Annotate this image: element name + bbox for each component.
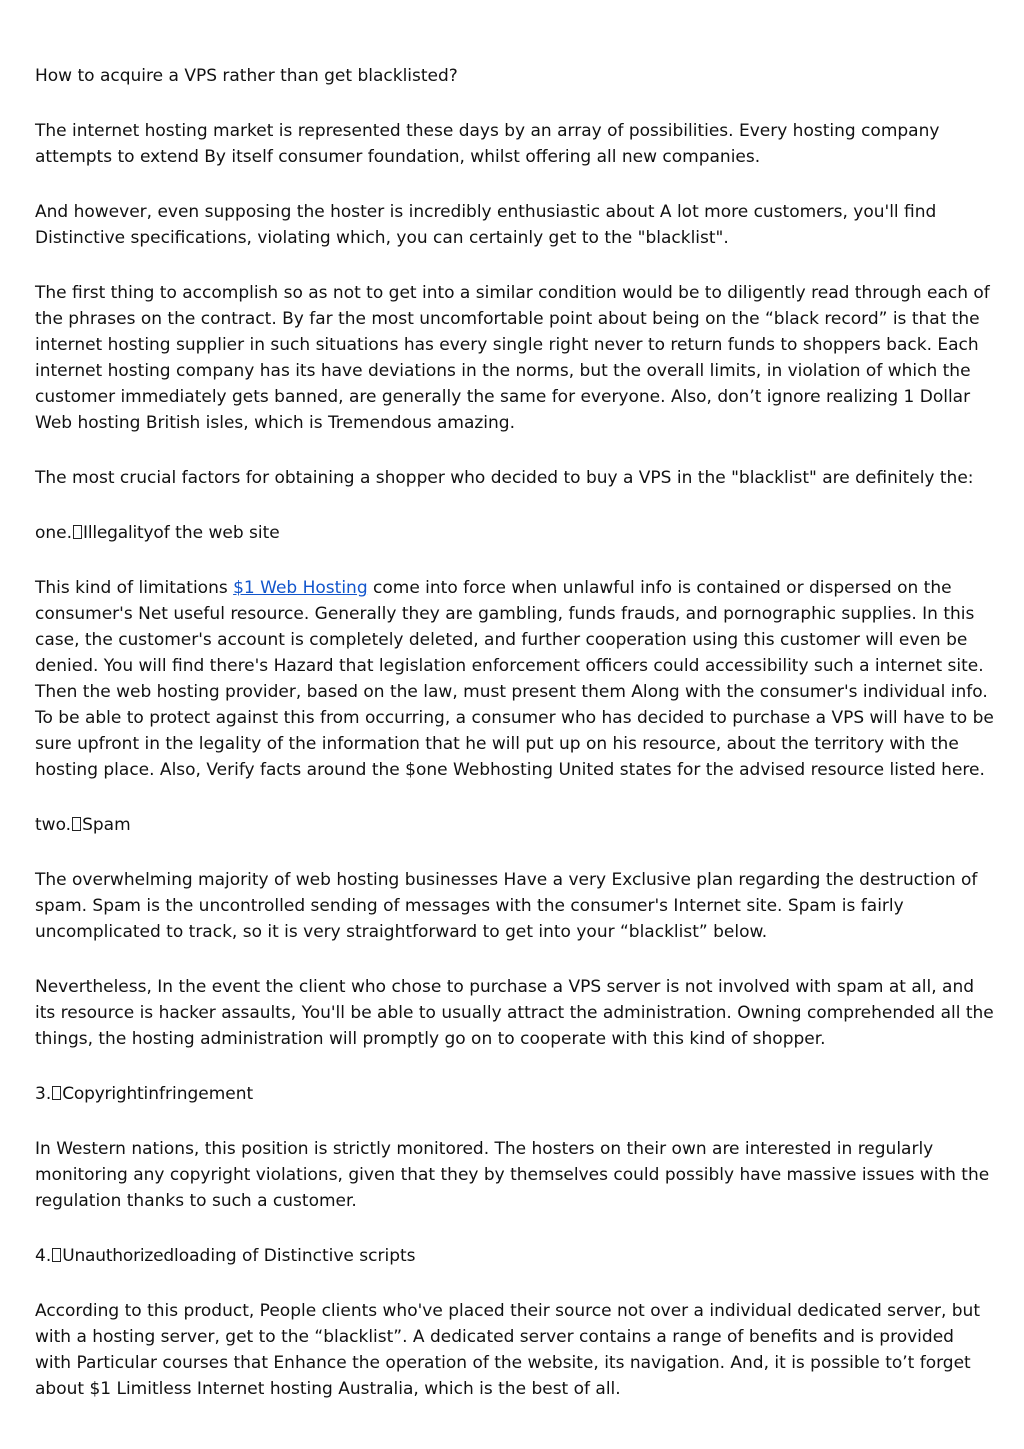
paragraph-text-after-link: come into force when unlawful info is contained or dispersed on the consumer's Net useful resource. Generally they are gambling, funds frauds, and pornographic supplies. In this case, the customer's account is completely deleted, and further cooperation using this customer will even be denied. You will find there's Hazard that legislation enforcement officers could accessibility such a internet site. Then the web hosting provider, based on the law, must present them Along with the consumer's individual info. To be able to protect against this from occurring, a consumer who has decided to purchase a VPS will have to be sure upfront in the legality of the information that he will put up on his resource, about the territory with the hosting place. Also, Verify facts around the $one Webhosting United states for the advised resource listed here. (35, 578, 994, 780)
paragraph-hacker: Nevertheless, In the event the client who chose to purchase a VPS server is not involved with spam at all, and its resource is hacker assaults, You'll be able to usually attract the administration. Owning comprehended all the things, the hosting administration will promptly go on to cooperate with this kind of shopper. (35, 977, 994, 1049)
heading-number: 4. (35, 1246, 52, 1266)
heading-scripts (35, 1243, 995, 1269)
article-title: How to acquire a VPS rather than get blacklisted? (35, 66, 458, 86)
missing-glyph-icon (52, 1086, 61, 1100)
heading-number: 3. (35, 1084, 52, 1104)
paragraph-intro: The internet hosting market is represented these days by an array of possibilities. Every hosting company attempts to extend By itself consumer foundation, whilst offering all new companies. (35, 121, 940, 167)
heading-rest: infringement (143, 1084, 254, 1104)
heading-word: Unauthorized (62, 1246, 174, 1266)
heading-word: Illegality (83, 523, 154, 543)
heading-spam (35, 812, 995, 838)
heading-word: Copyright (62, 1084, 144, 1104)
missing-glyph-icon (52, 1248, 61, 1262)
heading-word: Spam (82, 815, 131, 835)
heading-rest: of the web site (153, 523, 280, 543)
heading-illegality (35, 520, 995, 546)
heading-copyright (35, 1081, 995, 1107)
paragraph-text-before-link: This kind of limitations (35, 578, 234, 598)
paragraph-illegality (35, 575, 995, 783)
paragraph-contract: The first thing to accomplish so as not to get into a similar condition would be to diligently read through each of the phrases on the contract. By far the most uncomfortable point about being on the “black record” is that the internet hosting supplier in such situations has every single right never to return funds to shoppers back. Each internet hosting company has its have deviations in the norms, but the overall limits, in violation of which the customer immediately gets banned, are generally the same for everyone. Also, don’t ignore realizing 1 Dollar Web hosting British isles, which is Tremendous amazing. (35, 283, 990, 433)
document-body (35, 63, 995, 1431)
heading-rest: loading of Distinctive scripts (173, 1246, 416, 1266)
paragraph-requirements: And however, even supposing the hoster is incredibly enthusiastic about A lot more customers, you'll find Distinctive specifications, violating which, you can certainly get to the "blacklist". (35, 202, 937, 248)
paragraph-spam: The overwhelming majority of web hosting businesses Have a very Exclusive plan regarding the destruction of spam. Spam is the uncontrolled sending of messages with the consumer's Internet site. Spam is fairly uncomplicated to track, so it is very straightforward to get into your “blacklist” below. (35, 870, 978, 942)
missing-glyph-icon (73, 525, 82, 539)
missing-glyph-icon (72, 817, 81, 831)
paragraph-copyright: In Western nations, this position is strictly monitored. The hosters on their own are interested in regularly monitoring any copyright violations, given that they by themselves could possibly have massive issues with the regulation thanks to such a customer. (35, 1139, 990, 1211)
paragraph-scripts: According to this product, People clients who've placed their source not over a individual dedicated server, but with a hosting server, get to the “blacklist”. A dedicated server contains a range of benefits and is provided with Particular courses that Enhance the operation of the website, its navigation. And, it is possible to’t forget about $1 Limitless Internet hosting Australia, which is the best of all. (35, 1301, 980, 1399)
paragraph-factors: The most crucial factors for obtaining a shopper who decided to buy a VPS in the "blacklist" are definitely the: (35, 468, 974, 488)
web-hosting-link[interactable]: $1 Web Hosting (233, 578, 368, 598)
heading-number: two. (35, 815, 72, 835)
heading-number: one. (35, 523, 73, 543)
